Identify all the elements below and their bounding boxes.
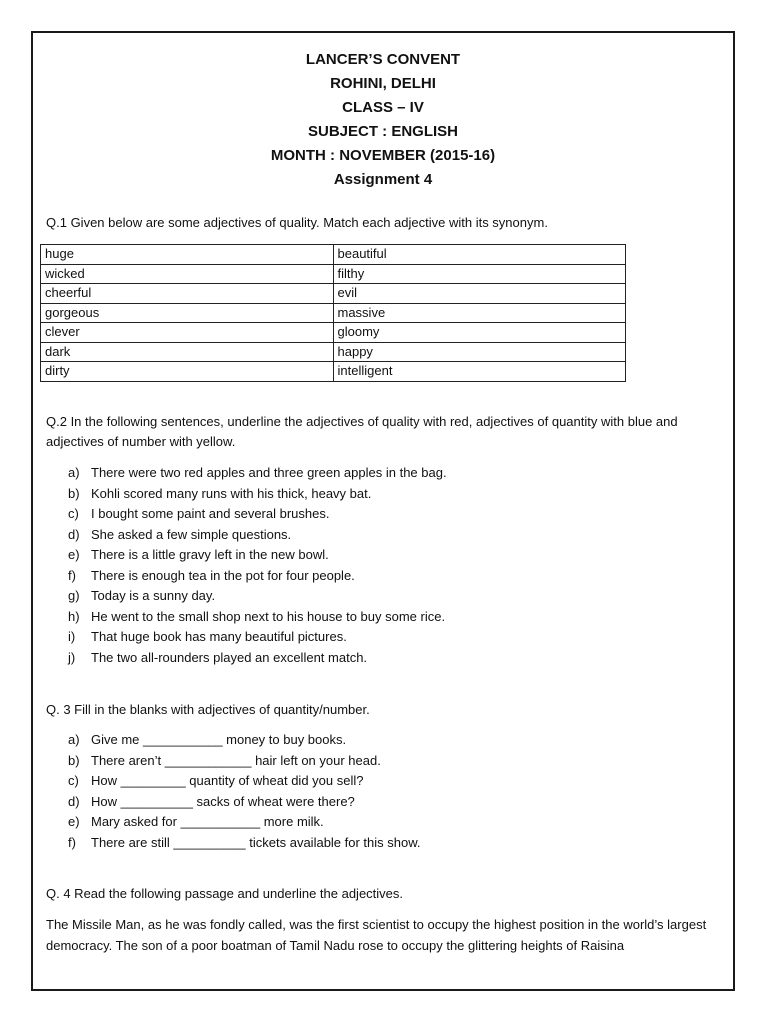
item-text: There is a little gravy left in the new bowl.	[91, 547, 329, 562]
item-text: There were two red apples and three green apples in the bag.	[91, 465, 447, 480]
synonym-cell: filthy	[333, 264, 626, 284]
list-item	[68, 504, 447, 525]
synonym-cell: gloomy	[333, 323, 626, 343]
list-item	[68, 627, 447, 648]
item-label: f)	[68, 834, 76, 850]
list-item	[68, 833, 421, 854]
table-row	[41, 245, 626, 265]
question-3-list	[68, 730, 421, 853]
subject-label: SUBJECT : ENGLISH	[307, 123, 458, 140]
list-item	[68, 730, 421, 751]
list-item	[68, 648, 447, 669]
item-text: The two all-rounders played an excellent match.	[91, 649, 368, 665]
table-row	[41, 303, 626, 323]
worksheet-header	[33, 48, 733, 192]
assignment-title: Assignment 4	[333, 171, 433, 188]
worksheet-page	[31, 31, 735, 991]
adjective-cell: dirty	[41, 362, 334, 382]
item-label: f)	[68, 567, 76, 583]
adjective-cell: clever	[41, 323, 334, 343]
item-text: Kohli scored many runs with his thick, heavy bat.	[91, 485, 372, 501]
item-label: g)	[68, 588, 80, 603]
matching-table	[40, 244, 626, 382]
item-text: Give me ___________ money to buy books.	[91, 732, 347, 747]
list-item	[68, 463, 447, 484]
item-text: She asked a few simple questions.	[91, 526, 292, 542]
school-location: ROHINI, DELHI	[330, 75, 436, 92]
synonym-cell: massive	[333, 303, 626, 323]
item-text: How __________ sacks of wheat were there?	[91, 793, 355, 809]
item-label: c)	[68, 506, 79, 521]
item-label: b)	[68, 752, 80, 768]
item-label: e)	[68, 814, 80, 829]
question-2-list	[68, 463, 447, 668]
item-label: h)	[68, 608, 80, 624]
list-item	[68, 525, 447, 546]
adjective-cell: huge	[41, 245, 334, 265]
list-item	[68, 545, 447, 566]
table-row	[41, 264, 626, 284]
synonym-cell: beautiful	[333, 245, 626, 265]
item-label: d)	[68, 793, 80, 809]
item-label: b)	[68, 485, 80, 501]
item-text: He went to the small shop next to his house to buy some rice.	[91, 608, 446, 624]
synonym-cell: intelligent	[333, 362, 626, 382]
month-label: MONTH : NOVEMBER (2015-16)	[270, 147, 496, 164]
list-item	[68, 484, 447, 505]
table-row	[41, 362, 626, 382]
table-row	[41, 284, 626, 304]
item-text: Mary asked for ___________ more milk.	[91, 814, 324, 829]
table-row	[41, 323, 626, 343]
class-label: CLASS – IV	[342, 99, 424, 116]
passage-text: The Missile Man, as he was fondly called, was the first scientist to occupy the highest position in the world’s largest democracy. The son of a poor boatman of Tamil Nadu rose to occupy the glittering heights of Raisina	[46, 917, 707, 953]
synonym-cell: happy	[333, 342, 626, 362]
adjective-cell: wicked	[41, 264, 334, 284]
question-3-text: Q. 3 Fill in the blanks with adjectives of quantity/number.	[46, 702, 370, 717]
item-text: I bought some paint and several brushes.	[91, 506, 330, 521]
item-label: i)	[68, 629, 76, 644]
item-label: a)	[68, 465, 80, 480]
adjective-cell: dark	[41, 342, 334, 362]
question-1-text: Q.1 Given below are some adjectives of quality. Match each adjective with its synonym.	[46, 215, 548, 230]
item-text: There is enough tea in the pot for four people.	[91, 567, 355, 583]
item-text: There are still __________ tickets available for this show.	[91, 834, 421, 850]
question-4-text: Q. 4 Read the following passage and underline the adjectives.	[46, 886, 404, 901]
list-item	[68, 607, 447, 628]
item-label: j)	[68, 649, 76, 665]
school-name: LANCER’S CONVENT	[305, 51, 461, 68]
adjective-cell: gorgeous	[41, 303, 334, 323]
item-label: c)	[68, 773, 79, 788]
item-text: There aren’t ____________ hair left on your head.	[91, 752, 381, 768]
item-text: How _________ quantity of wheat did you sell?	[91, 773, 364, 788]
list-item	[68, 792, 421, 813]
list-item	[68, 586, 447, 607]
list-item	[68, 751, 421, 772]
item-label: e)	[68, 547, 80, 562]
synonym-cell: evil	[333, 284, 626, 304]
list-item	[68, 771, 421, 792]
adjective-cell: cheerful	[41, 284, 334, 304]
item-label: d)	[68, 526, 80, 542]
item-text: Today is a sunny day.	[91, 588, 216, 603]
list-item	[68, 566, 447, 587]
question-2-text: Q.2 In the following sentences, underline the adjectives of quality with red, adjectives of quantity with blue and adjectives of number with yellow.	[46, 414, 678, 449]
item-text: That huge book has many beautiful pictures.	[91, 629, 347, 644]
table-row	[41, 342, 626, 362]
item-label: a)	[68, 732, 80, 747]
list-item	[68, 812, 421, 833]
